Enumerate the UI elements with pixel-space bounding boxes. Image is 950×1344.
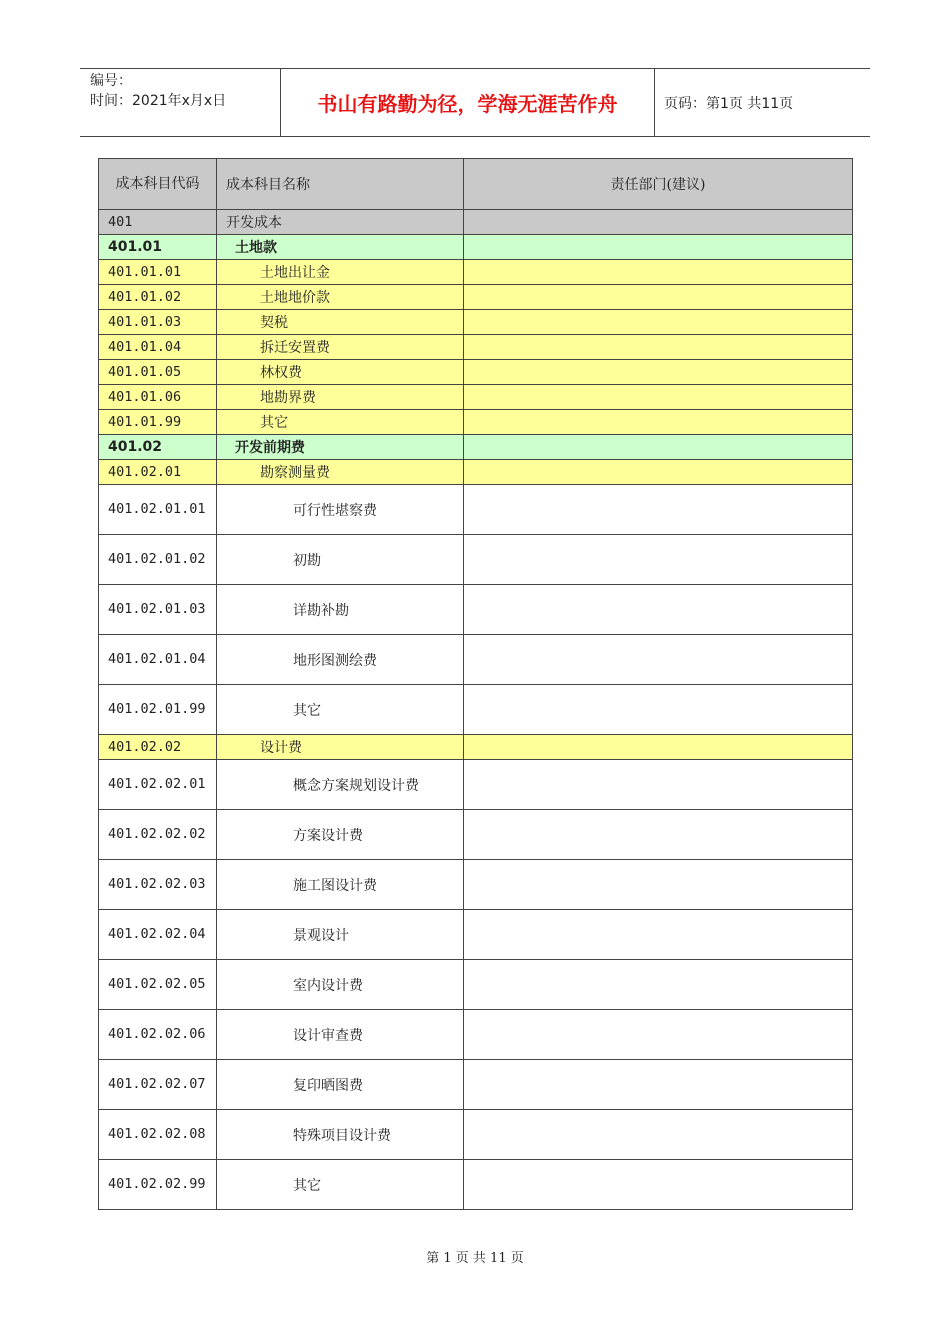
table-row [99, 335, 853, 360]
responsible-dept [464, 760, 853, 810]
time-label: 时间：2021年x月x日 [90, 93, 227, 109]
table-row [99, 1110, 853, 1160]
table-row [99, 310, 853, 335]
table-row [99, 1010, 853, 1060]
account-name: 土地款 [217, 235, 464, 260]
table-row [99, 960, 853, 1010]
table-row [99, 285, 853, 310]
responsible-dept [464, 735, 853, 760]
table-row [99, 585, 853, 635]
account-name: 开发前期费 [217, 435, 464, 460]
account-code: 401.01.04 [99, 335, 217, 360]
responsible-dept [464, 285, 853, 310]
account-name: 室内设计费 [217, 960, 464, 1010]
page-footer: 第 1 页 共 11 页 [426, 1251, 524, 1266]
account-code: 401.02.02.01 [99, 760, 217, 810]
account-name: 土地地价款 [217, 285, 464, 310]
account-name: 其它 [217, 410, 464, 435]
account-name: 地形图测绘费 [217, 635, 464, 685]
responsible-dept [464, 685, 853, 735]
responsible-dept [464, 1010, 853, 1060]
responsible-dept [464, 260, 853, 285]
responsible-dept [464, 235, 853, 260]
column-header-code: 成本科目代码 [99, 159, 217, 210]
account-name: 地勘界费 [217, 385, 464, 410]
account-code: 401.02.01.99 [99, 685, 217, 735]
account-name: 复印晒图费 [217, 1060, 464, 1110]
account-name: 初勘 [217, 535, 464, 585]
account-name: 可行性堪察费 [217, 485, 464, 535]
table-row [99, 435, 853, 460]
account-code: 401.02.02.04 [99, 910, 217, 960]
table-row [99, 860, 853, 910]
header-page-info: 页码：第1页 共11页 [664, 95, 794, 112]
responsible-dept [464, 1110, 853, 1160]
page-header [80, 68, 870, 137]
account-code: 401.01.06 [99, 385, 217, 410]
table-row [99, 910, 853, 960]
table-row [99, 535, 853, 585]
account-name: 概念方案规划设计费 [217, 760, 464, 810]
account-code: 401 [99, 210, 217, 235]
table-row [99, 235, 853, 260]
account-code: 401.02 [99, 435, 217, 460]
responsible-dept [464, 1060, 853, 1110]
account-code: 401.02.02.05 [99, 960, 217, 1010]
table-row [99, 260, 853, 285]
account-name: 林权费 [217, 360, 464, 385]
account-name: 开发成本 [217, 210, 464, 235]
table-row [99, 360, 853, 385]
account-code: 401.02.01.04 [99, 635, 217, 685]
account-code: 401.02.01.02 [99, 535, 217, 585]
account-code: 401.02.02.06 [99, 1010, 217, 1060]
account-name: 详勘补勘 [217, 585, 464, 635]
account-name: 其它 [217, 1160, 464, 1210]
responsible-dept [464, 1160, 853, 1210]
account-code: 401.01.01 [99, 260, 217, 285]
table-row [99, 735, 853, 760]
responsible-dept [464, 635, 853, 685]
table-body [99, 210, 853, 1210]
table-row [99, 210, 853, 235]
responsible-dept [464, 335, 853, 360]
account-name: 设计审查费 [217, 1010, 464, 1060]
table-row [99, 810, 853, 860]
responsible-dept [464, 585, 853, 635]
account-name: 施工图设计费 [217, 860, 464, 910]
account-code: 401.01.99 [99, 410, 217, 435]
account-code: 401.02.02.08 [99, 1110, 217, 1160]
account-code: 401.01 [99, 235, 217, 260]
table-row [99, 760, 853, 810]
account-name: 勘察测量费 [217, 460, 464, 485]
account-code: 401.02.01.01 [99, 485, 217, 535]
account-code: 401.02.01 [99, 460, 217, 485]
responsible-dept [464, 960, 853, 1010]
table-row [99, 410, 853, 435]
header-meta [80, 69, 281, 136]
account-code: 401.01.05 [99, 360, 217, 385]
table-row [99, 460, 853, 485]
account-name: 契税 [217, 310, 464, 335]
account-code: 401.02.02.99 [99, 1160, 217, 1210]
table-row [99, 385, 853, 410]
table-row [99, 635, 853, 685]
account-name: 拆迁安置费 [217, 335, 464, 360]
responsible-dept [464, 310, 853, 335]
account-name: 方案设计费 [217, 810, 464, 860]
responsible-dept [464, 460, 853, 485]
cost-account-table [98, 158, 853, 1210]
account-name: 设计费 [217, 735, 464, 760]
column-header-name: 成本科目名称 [217, 159, 464, 210]
account-code: 401.02.02.03 [99, 860, 217, 910]
header-motto: 书山有路勤为径，学海无涯苦作舟 [281, 69, 655, 136]
table-row [99, 1160, 853, 1210]
account-code: 401.02.02 [99, 735, 217, 760]
responsible-dept [464, 210, 853, 235]
account-code: 401.02.01.03 [99, 585, 217, 635]
table-header-row [99, 159, 853, 210]
responsible-dept [464, 385, 853, 410]
account-name: 其它 [217, 685, 464, 735]
number-label: 编号： [90, 73, 132, 89]
responsible-dept [464, 910, 853, 960]
responsible-dept [464, 485, 853, 535]
account-name: 土地出让金 [217, 260, 464, 285]
responsible-dept [464, 810, 853, 860]
account-code: 401.01.02 [99, 285, 217, 310]
account-code: 401.02.02.02 [99, 810, 217, 860]
responsible-dept [464, 860, 853, 910]
column-header-dept: 责任部门(建议) [464, 159, 853, 210]
responsible-dept [464, 360, 853, 385]
account-name: 特殊项目设计费 [217, 1110, 464, 1160]
table-row [99, 485, 853, 535]
account-name: 景观设计 [217, 910, 464, 960]
table-row [99, 1060, 853, 1110]
account-code: 401.02.02.07 [99, 1060, 217, 1110]
table-row [99, 685, 853, 735]
responsible-dept [464, 435, 853, 460]
responsible-dept [464, 535, 853, 585]
responsible-dept [464, 410, 853, 435]
account-code: 401.01.03 [99, 310, 217, 335]
